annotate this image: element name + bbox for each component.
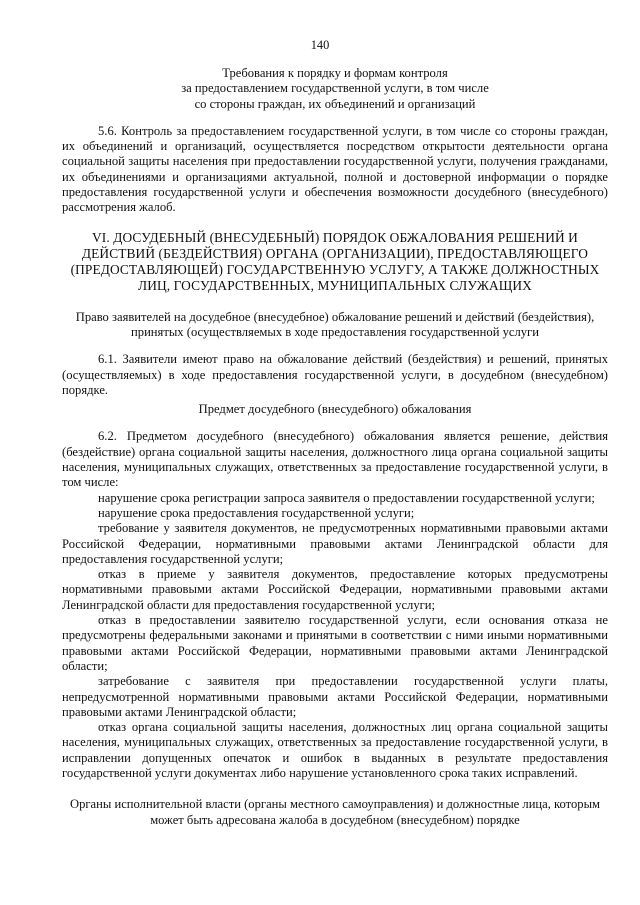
- paragraph-5-6: 5.6. Контроль за предоставлением государственной услуги, в том числе со стороны граждан, их объединений и организаций, осуществляется посредством открытости деятельности органа социальной защиты населения при предоставлении государственной услуги, получения гражданами, их объединениями и организациями актуальной, полной и достоверной информации о порядке предоставления государственной услуги и обеспечения возможности досудебного (внесудебного) рассмотрения жалоб.: [62, 123, 608, 215]
- heading-line-3: со стороны граждан, их объединений и организаций: [194, 96, 476, 111]
- appeal-subject-list: [62, 491, 608, 782]
- list-item: отказ органа социальной защиты населения, должностных лиц органа социальной защиты населения, муниципальных служащих, ответственных за предоставление государственной услуги, в исправлении допущенных опечаток и ошибок в выданных в результате предоставления государственной услуги документах либо нарушение установленного срока таких исправлений.: [62, 720, 608, 780]
- list-item: требование у заявителя документов, не предусмотренных нормативными правовыми актами Российской Федерации, нормативными правовыми актами Ленинградской области для предоставления государственной услуги;: [62, 521, 608, 566]
- list-item: затребование с заявителя при предоставлении государственной услуги платы, непредусмотренной нормативными правовыми актами Российской Федерации, нормативными правовыми актами Ленинградской области;: [62, 674, 608, 719]
- paragraph-6-1: 6.1. Заявители имеют право на обжалование действий (бездействия) и решений, принятых (осуществляемых) в ходе предоставления государственной услуги, в досудебном (внесудебном) порядке.: [62, 352, 608, 397]
- appeal-rights-heading: Право заявителей на досудебное (внесудебное) обжалование решений и действий (бездействия), принятых (осуществляемых в ходе предоставления государственной услуги: [75, 309, 595, 339]
- list-item: нарушение срока предоставления государственной услуги;: [98, 505, 415, 520]
- control-requirements-heading: [62, 66, 608, 112]
- list-item: нарушение срока регистрации запроса заявителя о предоставлении государственной услуги;: [98, 490, 595, 505]
- page-number: 140: [310, 38, 330, 52]
- heading-line-2: за предоставлением государственной услуги, в том числе: [181, 81, 489, 96]
- appeal-authorities-heading: Органы исполнительной власти (органы местного самоуправления) и должностные лица, которым может быть адресована жалоба в досудебном (внесудебном) порядке: [69, 797, 601, 827]
- list-item: отказ в предоставлении заявителю государственной услуги, если основания отказа не предусмотрены федеральными законами и принятыми в соответствии с ними иными нормативными правовыми актами Российской Федерации, нормативными правовыми актами Ленинградской области;: [62, 613, 608, 673]
- paragraph-6-2: 6.2. Предметом досудебного (внесудебного) обжалования является решение, действия (бездействие) органа социальной защиты населения, должностного лица органа социальной защиты населения, муниципальных служащих, ответственных за предоставление государственной услуги, в том числе:: [62, 429, 608, 490]
- section-vi-heading: VI. ДОСУДЕБНЫЙ (ВНЕСУДЕБНЫЙ) ПОРЯДОК ОБЖАЛОВАНИЯ РЕШЕНИЙ И ДЕЙСТВИЙ (БЕЗДЕЙСТВИЯ) ОРГАНА (ОРГАНИЗАЦИИ), ПРЕДОСТАВЛЯЮЩЕГО (ПРЕДОСТАВЛЯЮЩЕЙ) ГОСУДАРСТВЕННУЮ УСЛУГУ, А ТАКЖЕ ДОЛЖНОСТНЫХ ЛИЦ, ГОСУДАРСТВЕННЫХ, МУНИЦИПАЛЬНЫХ СЛУЖАЩИХ: [70, 229, 600, 293]
- document-content: [62, 66, 608, 828]
- appeal-subject-heading: Предмет досудебного (внесудебного) обжалования: [198, 402, 472, 417]
- list-item: отказ в приеме у заявителя документов, предоставление которых предусмотрены нормативными правовыми актами Российской Федерации, нормативными правовыми актами Ленинградской области для предоставления государственной услуги;: [62, 567, 608, 612]
- heading-line-1: Требования к порядку и формам контроля: [222, 66, 448, 80]
